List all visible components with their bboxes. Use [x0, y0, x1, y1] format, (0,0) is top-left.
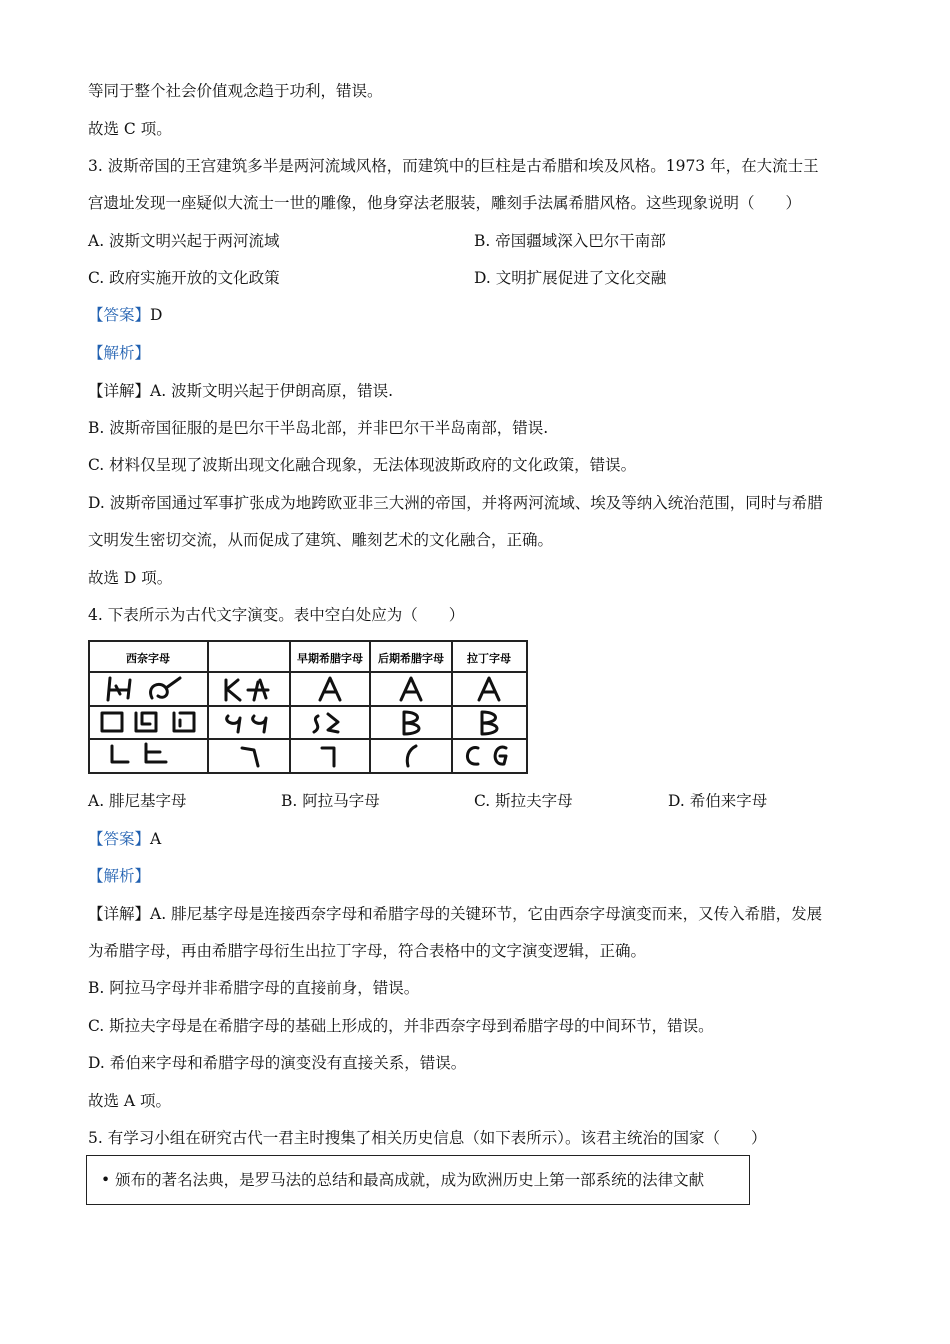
- q3-detail-4a: D. 波斯帝国通过军事扩张成为地跨欧亚非三大洲的帝国，并将两河流域、埃及等纳入统治范围，同时与希腊: [88, 494, 823, 512]
- question-4: 4. 下表所示为古代文字演变。表中空白处应为（ ）: [88, 606, 465, 624]
- q4-detail-4: D. 希伯来字母和希腊字母的演变没有直接关系，错误。: [88, 1054, 467, 1072]
- header-sinai: 西奈字母: [126, 652, 170, 665]
- q4-detail-1a: [88, 903, 822, 925]
- detail-tag: 【详解】: [88, 382, 151, 400]
- latin-b-glyph: [482, 712, 497, 734]
- detail-text: A. 波斯文明兴起于伊朗高原，错误.: [150, 382, 393, 400]
- q4-detail-1b: 为希腊字母，再由希腊字母衍生出拉丁字母，符合表格中的文字演变逻辑，正确。: [88, 942, 647, 960]
- answer-tag: 【答案】: [88, 830, 151, 848]
- q4-option-b: B. 阿拉马字母: [281, 792, 380, 810]
- answer-value: A: [150, 830, 162, 848]
- script-evolution-table: [88, 640, 528, 774]
- q5-info-box: [86, 1155, 750, 1205]
- question-5: 5. 有学习小组在研究古代一君主时搜集了相关历史信息（如下表所示）。该君主统治的国家（ ）: [88, 1129, 767, 1147]
- q3-detail-1: [88, 380, 393, 402]
- text-line: 故选 C 项。: [88, 120, 172, 138]
- sinai-ox-glyphs: [108, 678, 180, 700]
- q3-detail-3: C. 材料仅呈现了波斯出现文化融合现象，无法体现波斯政府的文化政策，错误。: [88, 456, 637, 474]
- header-latin: 拉丁字母: [467, 652, 511, 665]
- q4-final: 故选 A 项。: [88, 1092, 172, 1110]
- header-late-greek: 后期希腊字母: [378, 652, 444, 665]
- text-line: 等同于整个社会价值观念趋于功利，错误。: [88, 82, 383, 100]
- latin-cg-glyphs: [467, 747, 506, 764]
- q3-answer: [88, 304, 162, 326]
- question-3-line-2: 宫遗址发现一座疑似大流士一世的雕像，他身穿法老服装，雕刻手法属希腊风格。这些现象说明（ ）: [88, 194, 802, 212]
- blank-house-glyphs: [227, 716, 266, 732]
- q4-option-a: A. 腓尼基字母: [88, 792, 187, 810]
- sinai-house-glyphs: [102, 713, 194, 731]
- answer-tag: 【答案】: [88, 306, 151, 324]
- q3-option-d: D. 文明扩展促进了文化交融: [474, 269, 667, 287]
- blank-ox-glyphs: [226, 680, 268, 700]
- detail-tag: 【详解】: [88, 905, 151, 923]
- detail-text: A. 腓尼基字母是连接西奈字母和希腊字母的关键环节，它由西奈字母演变而来，又传入希腊，发展: [150, 905, 823, 923]
- q4-option-d: D. 希伯来字母: [668, 792, 768, 810]
- blank-throwstick-glyph: [242, 748, 258, 766]
- q3-option-b: B. 帝国疆域深入巴尔干南部: [474, 232, 666, 250]
- q3-detail-2: B. 波斯帝国征服的是巴尔干半岛北部，并非巴尔干半岛南部，错误.: [88, 419, 549, 437]
- q4-detail-3: C. 斯拉夫字母是在希腊字母的基础上形成的，并非西奈字母到希腊字母的中间环节，错误。: [88, 1017, 714, 1035]
- q4-answer: [88, 828, 161, 850]
- q3-analysis-tag: 【解析】: [88, 344, 151, 362]
- early-greek-gamma-glyph: [322, 748, 334, 766]
- early-greek-a-glyph: [320, 678, 340, 700]
- late-greek-gamma-glyph: [407, 746, 416, 766]
- latin-a-glyph: [479, 678, 499, 700]
- sinai-throwstick-glyphs: [112, 744, 166, 762]
- late-greek-b-glyph: [404, 712, 419, 734]
- late-greek-a-glyph: [401, 678, 421, 700]
- q4-analysis-tag: 【解析】: [88, 867, 151, 885]
- header-early-greek: 早期希腊字母: [297, 652, 363, 665]
- early-greek-b-glyph: [314, 714, 338, 732]
- q4-option-c: C. 斯拉夫字母: [474, 792, 573, 810]
- q3-option-a: A. 波斯文明兴起于两河流域: [88, 232, 280, 250]
- answer-value: D: [150, 306, 163, 324]
- question-3-line-1: 3. 波斯帝国的王宫建筑多半是两河流域风格，而建筑中的巨柱是古希腊和埃及风格。1973 年，在大流士王: [88, 157, 819, 175]
- q3-final: 故选 D 项。: [88, 569, 173, 587]
- q4-detail-2: B. 阿拉马字母并非希腊字母的直接前身，错误。: [88, 979, 420, 997]
- q3-detail-4b: 文明发生密切交流，从而促成了建筑、雕刻艺术的文化融合，正确。: [88, 531, 554, 549]
- q3-option-c: C. 政府实施开放的文化政策: [88, 269, 280, 287]
- q5-info-text: • 颁布的著名法典，是罗马法的总结和最高成就，成为欧洲历史上第一部系统的法律文献: [101, 1171, 705, 1189]
